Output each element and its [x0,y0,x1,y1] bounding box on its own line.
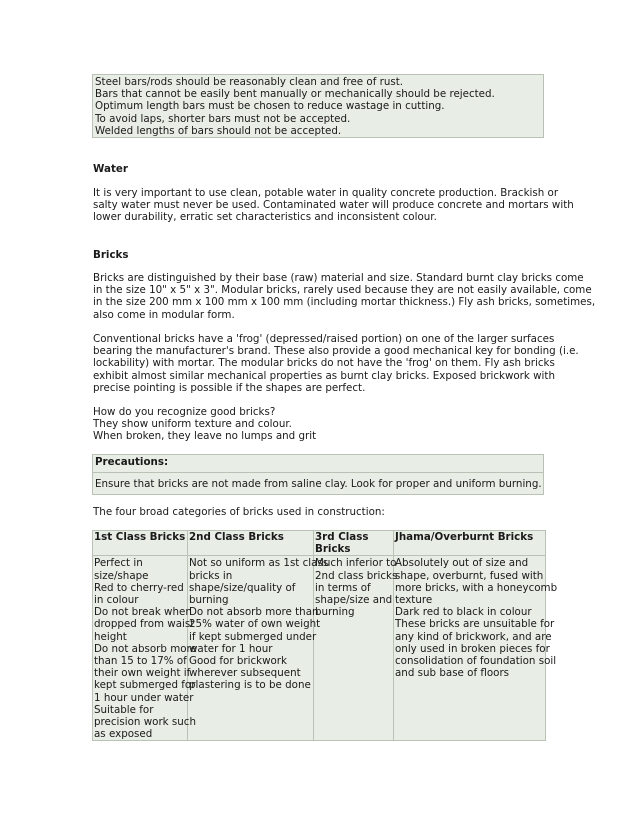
cell-line: 2nd class bricks [315,569,398,582]
cell-line: more bricks, with a honeycomb [395,581,558,594]
cell-line: wherever subsequent [189,667,301,680]
water-line: It is very important to use clean, potable water in quality concrete production. Brackish or [93,187,559,199]
bricks-line: in the size 10" x 5" x 3". Modular bricks, rarely used because they are not easily available, come [93,284,592,297]
cell-line: height [94,630,127,643]
cell-line: These bricks are unsuitable for [395,618,555,631]
cell-line: bricks in [189,569,233,582]
steel-line: Welded lengths of bars should not be accepted. [95,124,342,137]
cell-line: in colour [94,594,139,607]
bricks-line: Conventional bricks have a 'frog' (depressed/raised portion) on one of the larger surfaces [93,333,555,345]
bricks-line: bearing the manufacturer's brand. These also provide a good mechanical key for bonding (i.e. [93,345,579,358]
cell-line: than 15 to 17% of [94,655,187,668]
cell-line: texture [395,594,433,607]
cell-line: and sub base of floors [395,667,510,680]
header-cell: 3rd Class Bricks [314,531,394,556]
steel-line: Optimum length bars must be chosen to reduce wastage in cutting. [95,100,445,113]
steel-line: Bars that cannot be easily bent manually or mechanically should be rejected. [95,88,495,101]
cell-line: Red to cherry-red [94,581,184,594]
precautions-text: Ensure that bricks are not made from saline clay. Look for proper and uniform burning. [95,478,542,491]
cell-line: 1 hour under water [94,691,194,704]
cell-line: shape/size and [315,594,393,607]
header-cell: 2nd Class Bricks [188,531,314,556]
cell-line: only used in broken pieces for [395,642,550,655]
cell-line: consolidation of foundation soil [395,655,557,668]
water-line: salty water must never be used. Contaminated water will produce concrete and mortars with [93,199,574,212]
cell-line: precision work such [94,716,196,729]
precautions-heading: Precautions: [95,456,169,468]
table-cell [394,556,558,741]
cell-line: as exposed [94,728,153,741]
steel-bars-box [92,74,544,138]
water-paragraph [93,187,574,224]
precautions-box [92,454,544,495]
cell-line: 25% water of own weight [189,618,321,631]
cell-line: in terms of [315,581,371,594]
cell-line: Perfect in [94,557,143,570]
cell-line: burning [189,594,229,607]
bricks-line: exhibit almost similar mechanical properties as burnt clay bricks. Exposed brickwork with [93,369,555,382]
cell-line: kept submerged for [94,679,196,692]
steel-line: To avoid laps, shorter bars must not be accepted. [95,112,351,125]
cell-line: Not so uniform as 1st class [189,557,329,570]
cell-line: Suitable for [94,703,154,716]
bricks-line: When broken, they leave no lumps and grit [93,430,317,443]
categories-intro: The four broad categories of bricks used in construction: [93,506,385,518]
bricks-paragraph-1 [93,272,596,321]
bricks-line: in the size 200 mm x 100 mm x 100 mm (including mortar thickness.) Fly ash bricks, sometimes, [93,296,596,309]
table-header-row [93,531,546,556]
cell-line: their own weight if [94,667,191,680]
header-cell: 1st Class Bricks [93,531,188,556]
cell-line: Absolutely out of size and [395,557,529,570]
cell-line: shape, overburnt, fused with [395,569,544,582]
water-heading: Water [93,163,128,175]
cell-line: Dark red to black in colour [395,606,532,619]
cell-line: Good for brickwork [189,655,287,668]
cell-line: size/shape [94,569,149,582]
bricks-heading: Bricks [93,249,129,261]
cell-line: Much inferior to [315,557,397,570]
table-cell [188,556,329,741]
cell-line: dropped from waist [94,618,195,631]
cell-line: Do not absorb more [94,642,197,655]
bricks-line: How do you recognize good bricks? [93,406,276,418]
bricks-line: Bricks are distinguished by their base (raw) material and size. Standard burnt clay bricks come [93,272,584,284]
cell-line: water for 1 hour [189,642,273,655]
table-cell [314,556,398,741]
cell-line: if kept submerged under [189,630,317,643]
bricks-paragraph-2 [93,333,579,394]
cell-line: Do not absorb more than [189,606,319,619]
water-line: lower durability, erratic set characteristics and inconsistent colour. [93,211,437,224]
header-cell: Jhama/Overburnt Bricks [394,531,546,556]
cell-line: burning [315,606,355,619]
table-cell [93,556,197,741]
cell-line: Do not break when [94,606,192,619]
bricks-line: also come in modular form. [93,308,235,321]
bricks-paragraph-3 [93,406,545,443]
steel-line: Steel bars/rods should be reasonably clean and free of rust. [95,76,404,88]
cell-line: plastering is to be done [189,679,311,692]
bricks-line: They show uniform texture and colour. [93,418,292,431]
precautions-divider [93,472,543,473]
table-row [93,556,546,741]
bricks-line: lockability) with mortar. The modular bricks do not have the 'frog' on them. Fly ash bricks [93,357,555,370]
cell-line: shape/size/quality of [189,581,296,594]
brick-categories-table [92,530,558,741]
bricks-line: precise pointing is possible if the shapes are perfect. [93,381,366,394]
cell-line: any kind of brickwork, and are [395,630,552,643]
